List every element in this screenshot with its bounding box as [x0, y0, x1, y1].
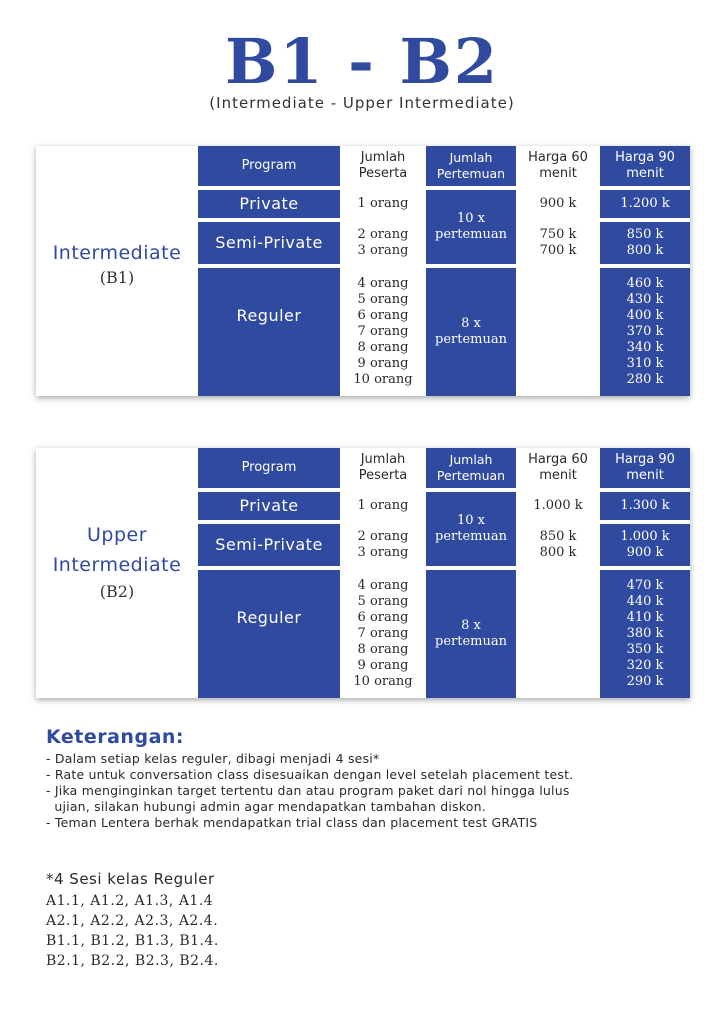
list-item: 850 k: [539, 529, 577, 544]
list-item: 9 orang: [357, 356, 409, 371]
list-item: 850 k: [626, 227, 664, 242]
list-item: 3 orang: [357, 545, 409, 560]
price-table-intermediate: [36, 146, 690, 396]
header-harga-90-label: Harga 90 menit: [615, 452, 675, 483]
semi-private-harga-90: [600, 524, 690, 566]
list-item: 10 orang: [353, 674, 413, 689]
level-name-label: Upper Intermediate: [52, 524, 182, 576]
page-title: B1 - B2: [225, 25, 499, 98]
program-private: Private: [198, 492, 340, 520]
list-item: 350 k: [626, 642, 664, 657]
list-item: 340 k: [626, 340, 664, 355]
header-harga-60: [518, 146, 598, 186]
header-harga-90: [600, 448, 690, 488]
private-peserta: 1 orang: [342, 190, 424, 218]
program-private: Private: [198, 190, 340, 218]
list-item: 4 orang: [357, 578, 409, 593]
list-item: 10 orang: [353, 372, 413, 387]
header-harga-60-label: Harga 60 menit: [528, 150, 588, 181]
header-jumlah-peserta: [342, 448, 424, 488]
list-item: 7 orang: [357, 324, 409, 339]
note-item: - Dalam setiap kelas reguler, dibagi menjadi 4 sesi*: [46, 751, 380, 766]
list-item: 5 orang: [357, 292, 409, 307]
sesi-title: *4 Sesi kelas Reguler: [46, 870, 215, 888]
level-name: Intermediate: [52, 242, 182, 264]
page-subtitle: (Intermediate - Upper Intermediate): [209, 94, 515, 112]
header-harga-90: [600, 146, 690, 186]
semi-private-peserta: [342, 222, 424, 264]
semi-private-harga-60: [518, 524, 598, 566]
header-harga-60-label: Harga 60 menit: [528, 452, 588, 483]
semi-private-harga-90: [600, 222, 690, 264]
reguler-peserta: [342, 570, 424, 698]
level-name: [36, 520, 198, 580]
sesi-line: A2.1, A2.2, A2.3, A2.4.: [46, 913, 219, 929]
reguler-peserta: [342, 268, 424, 396]
list-item: 800 k: [539, 545, 577, 560]
private-pertemuan: 10 x pertemuan: [426, 492, 516, 566]
note-item: ujian, silakan hubungi admin agar mendapatkan tambahan diskon.: [46, 799, 486, 814]
list-item: 7 orang: [357, 626, 409, 641]
list-item: 6 orang: [357, 308, 409, 323]
list-item: 2 orang: [357, 227, 409, 242]
sesi-line: B1.1, B1.2, B1.3, B1.4.: [46, 933, 219, 949]
list-item: 310 k: [626, 356, 664, 371]
list-item: 280 k: [626, 372, 664, 387]
list-item: 3 orang: [357, 243, 409, 258]
list-item: 750 k: [539, 227, 577, 242]
list-item: 6 orang: [357, 610, 409, 625]
list-item: 400 k: [626, 308, 664, 323]
program-semi-private: Semi-Private: [198, 222, 340, 264]
note-item: - Rate untuk conversation class disesuaikan dengan level setelah placement test.: [46, 767, 574, 782]
header-jumlah-pertemuan: [426, 448, 516, 488]
note-item: - Teman Lentera berhak mendapatkan trial class dan placement test GRATIS: [46, 815, 538, 830]
private-pertemuan: 10 x pertemuan: [426, 190, 516, 264]
reguler-pertemuan: 8 x pertemuan: [426, 268, 516, 396]
list-item: 700 k: [539, 243, 577, 258]
reguler-harga-90: [600, 268, 690, 396]
reguler-harga-60: [518, 570, 598, 698]
semi-private-harga-60: [518, 222, 598, 264]
list-item: 380 k: [626, 626, 664, 641]
semi-private-peserta: [342, 524, 424, 566]
header-harga-60: [518, 448, 598, 488]
reguler-pertemuan: 8 x pertemuan: [426, 570, 516, 698]
header-jumlah-peserta: [342, 146, 424, 186]
list-item: 800 k: [626, 243, 664, 258]
list-item: 4 orang: [357, 276, 409, 291]
price-table-upper-intermediate: [36, 448, 690, 698]
private-harga-60: 1.000 k: [518, 492, 598, 520]
list-item: 410 k: [626, 610, 664, 625]
level-code: (B2): [99, 582, 135, 601]
private-harga-60: 900 k: [518, 190, 598, 218]
header-harga-90-label: Harga 90 menit: [615, 150, 675, 181]
reguler-harga-90: [600, 570, 690, 698]
header-jumlah-pertemuan-label: Jumlah Pertemuan: [436, 452, 506, 483]
program-reguler: Reguler: [198, 570, 340, 698]
list-item: 370 k: [626, 324, 664, 339]
header-jumlah-peserta-label: Jumlah Peserta: [358, 150, 408, 181]
list-item: 430 k: [626, 292, 664, 307]
program-reguler: Reguler: [198, 268, 340, 396]
private-harga-90: 1.300 k: [600, 492, 690, 520]
header-program: Program: [198, 448, 340, 488]
program-semi-private: Semi-Private: [198, 524, 340, 566]
sesi-line: B2.1, B2.2, B2.3, B2.4.: [46, 953, 219, 969]
header-program: Program: [198, 146, 340, 186]
list-item: 2 orang: [357, 529, 409, 544]
list-item: 5 orang: [357, 594, 409, 609]
list-item: 320 k: [626, 658, 664, 673]
notes-title: Keterangan:: [46, 726, 185, 748]
list-item: 470 k: [626, 578, 664, 593]
list-item: 290 k: [626, 674, 664, 689]
list-item: 440 k: [626, 594, 664, 609]
note-item: - Jika menginginkan target tertentu dan atau program paket dari nol hingga lulus: [46, 783, 570, 798]
list-item: 1.000 k: [620, 529, 670, 544]
list-item: 9 orang: [357, 658, 409, 673]
reguler-harga-60: [518, 268, 598, 396]
header-jumlah-pertemuan: [426, 146, 516, 186]
list-item: 8 orang: [357, 340, 409, 355]
header-jumlah-peserta-label: Jumlah Peserta: [358, 452, 408, 483]
sesi-line: A1.1, A1.2, A1.3, A1.4: [46, 893, 214, 909]
list-item: 460 k: [626, 276, 664, 291]
private-peserta: 1 orang: [342, 492, 424, 520]
level-code: (B1): [99, 268, 135, 287]
list-item: 8 orang: [357, 642, 409, 657]
private-harga-90: 1.200 k: [600, 190, 690, 218]
header-jumlah-pertemuan-label: Jumlah Pertemuan: [436, 150, 506, 181]
list-item: 900 k: [626, 545, 664, 560]
